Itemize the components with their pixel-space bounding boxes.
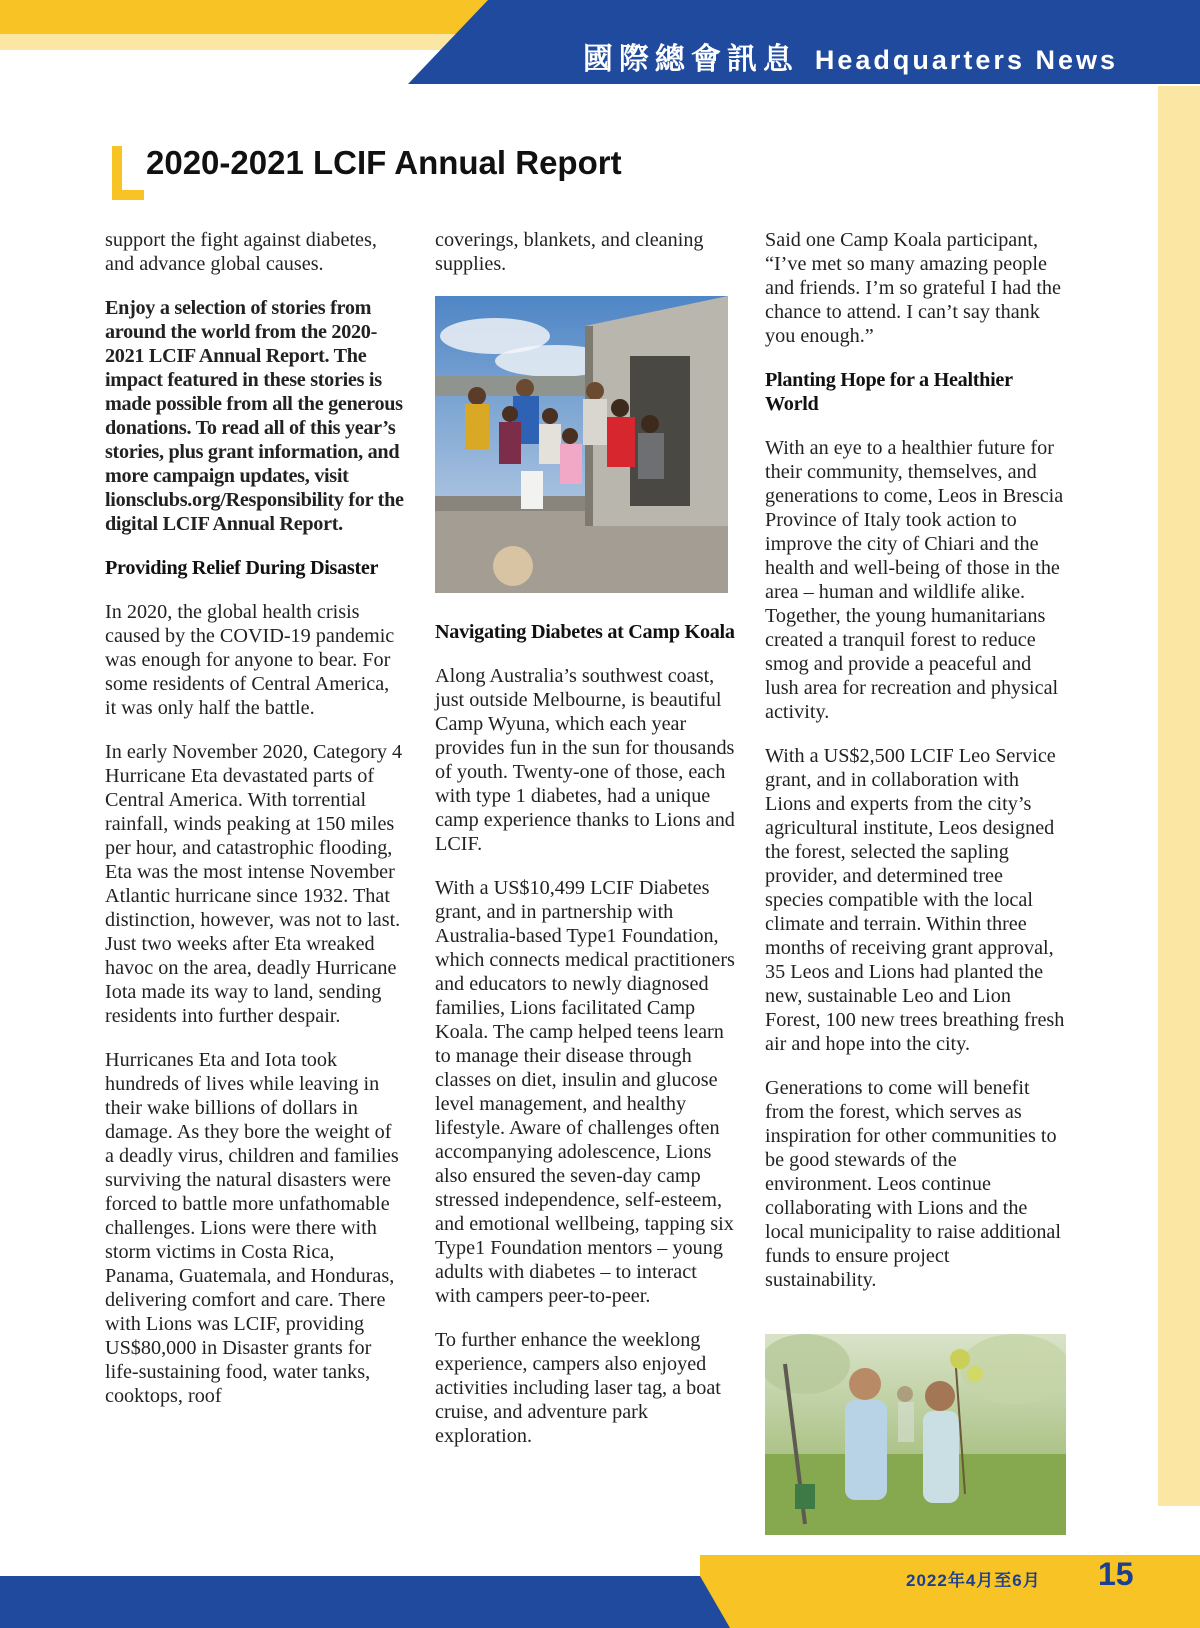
footer-date: 2022年4月至6月 <box>906 1571 1041 1590</box>
col2-paragraph-4: To further enhance the weeklong experience, campers also enjoyed activities including laser tag, a boat cruise, and adventure park exploration. <box>435 1329 721 1447</box>
photo-tree-planting <box>765 1334 1066 1535</box>
col2-heading: Navigating Diabetes at Camp Koala <box>435 621 735 643</box>
col1-intro: Enjoy a selection of stories from around the world from the 2020-2021 LCIF Annual Report. The impact featured in these stories is made possible from all the generous donations. To read all of this year’s stories, plus grant information, and more campaign updates, visit lionsclubs.org/Responsibility for the digital LCIF Annual Report. <box>105 297 404 535</box>
col3-paragraph-3: With a US$2,500 LCIF Leo Service grant, and in collaboration with Lions and experts from the city’s agricultural institute, Leos designed the forest, selected the sapling provider, and determined tree species compatible with the local climate and terrain. Within three months of receiving grant approval, 35 Leos and Lions had planted the new, sustainable Leo and Lion Forest, 100 new trees breathing fresh air and hope into the city. <box>765 745 1065 1055</box>
col3-paragraph-4: Generations to come will benefit from the forest, which serves as inspiration for other communities to be good stewards of the environment. Leos continue collaborating with Lions and the local municipality to raise additional funds to ensure project sustainability. <box>765 1077 1062 1291</box>
header-section-en: Headquarters News <box>814 45 1118 75</box>
col1-heading: Providing Relief During Disaster <box>105 557 379 579</box>
col3-heading: Planting Hope for a Healthier World <box>765 369 1013 415</box>
col3-paragraph-1: Said one Camp Koala participant, “I’ve met so many amazing people and friends. I’m so grateful I had the chance to attend. I can’t say thank you enough.” <box>765 229 1061 347</box>
col1-paragraph-3: In early November 2020, Category 4 Hurricane Eta devastated parts of Central America. With torrential rainfall, winds peaking at 150 miles per hour, and catastrophic flooding, Eta was the most intense November Atlantic hurricane since 1932. That distinction, however, was not to last. Just two weeks after Eta wreaked havoc on the area, deadly Hurricane Iota made its way to land, sending residents into further despair. <box>105 741 403 1027</box>
right-cream-strip <box>1158 86 1200 1506</box>
title-l-marker-icon <box>112 146 144 200</box>
page-number: 15 <box>1098 1556 1134 1592</box>
column-3 <box>765 228 1065 1312</box>
header-section-zh: 國際總會訊息 <box>582 43 799 76</box>
col1-paragraph-4: Hurricanes Eta and Iota took hundreds of lives while leaving in their wake billions of dollars in damage. As they bore the weight of a deadly virus, children and families surviving the natural disasters were forced to battle more unfathomable challenges. Lions were there with storm victims in Costa Rica, Panama, Guatemala, and Honduras, delivering comfort and care. There with Lions was LCIF, providing US$80,000 in Disaster grants for life-sustaining food, water tanks, cooktops, roof <box>105 1049 399 1407</box>
col2-paragraph-1: coverings, blankets, and cleaning supplies. <box>435 229 704 275</box>
header-section-label <box>583 34 1118 78</box>
col1-paragraph-2: In 2020, the global health crisis caused by the COVID-19 pandemic was enough for anyone to bear. For some residents of Central America, it was only half the battle. <box>105 601 395 719</box>
photo-hurricane-relief <box>435 296 728 593</box>
column-1 <box>105 228 405 1428</box>
article-title: 2020-2021 LCIF Annual Report <box>146 144 622 181</box>
footer-blue-band <box>0 1576 730 1628</box>
col2-paragraph-3: With a US$10,499 LCIF Diabetes grant, and in partnership with Australia-based Type1 Foundation, which connects medical practitioners and educators to newly diagnosed families, Lions facilitated Camp Koala. The camp helped teens learn to manage their disease through classes on diet, insulin and glucose level management, and healthy lifestyle. Aware of challenges often accompanying adolescence, Lions also ensured the seven-day camp stressed independence, self-esteem, and emotional wellbeing, tapping six Type1 Foundation mentors – young adults with diabetes – to interact with campers peer-to-peer. <box>435 877 735 1307</box>
col1-paragraph-1: support the fight against diabetes, and advance global causes. <box>105 229 377 275</box>
col2-paragraph-2: Along Australia’s southwest coast, just outside Melbourne, is beautiful Camp Wyuna, which each year provides fun in the sun for thousands of youth. Twenty-one of those, each with type 1 diabetes, had a unique camp experience thanks to Lions and LCIF. <box>435 665 735 855</box>
col3-paragraph-2: With an eye to a healthier future for their community, themselves, and generations to come, Leos in Brescia Province of Italy took action to improve the city of Chiari and the health and well-being of those in the area – human and wildlife alike. Together, the young humanitarians created a tranquil forest to reduce smog and provide a peaceful and lush area for recreation and physical activity. <box>765 437 1064 723</box>
